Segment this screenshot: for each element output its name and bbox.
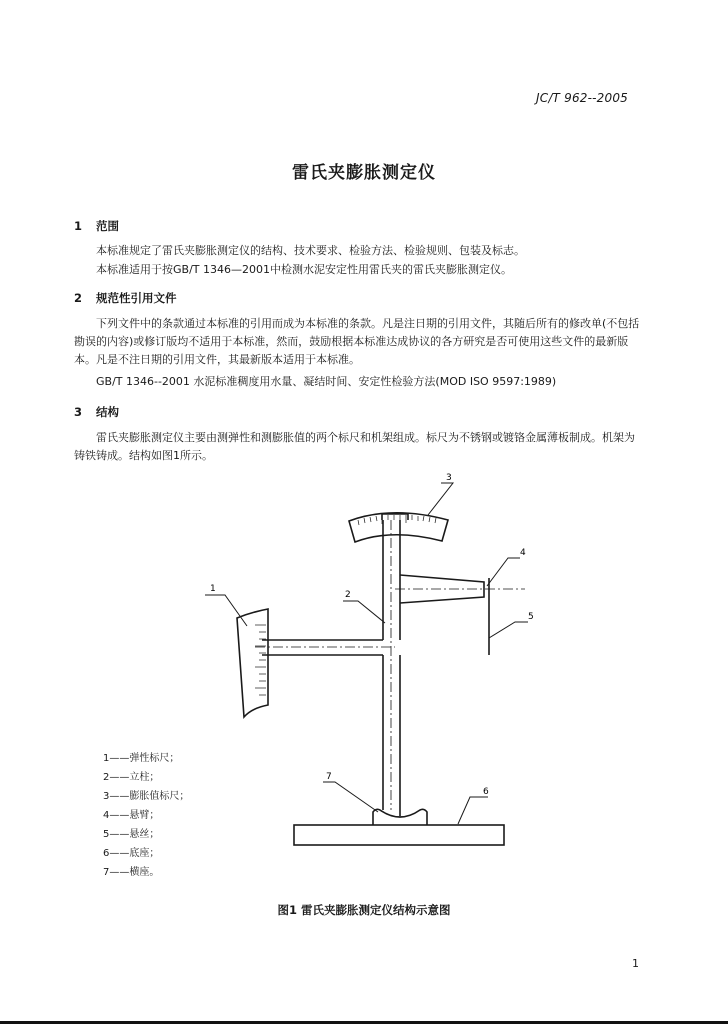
callout-2: 2 <box>345 590 351 600</box>
expansion-scale-ticks <box>358 515 436 525</box>
page-title: 雷氏夹膨胀测定仪 <box>292 163 436 183</box>
callout-5: 5 <box>528 612 534 622</box>
base-plate <box>294 825 504 845</box>
section-number: 1 <box>74 219 83 233</box>
paragraph: 雷氏夹膨胀测定仪主要由测弹性和测膨胀值的两个标尺和机架组成。标尺为不锈钢或镀铬金属薄板制成。机架为铸铁铸成。结构如图1所示。 <box>74 431 635 462</box>
callout-4: 4 <box>520 548 526 558</box>
leader-lines <box>205 483 528 824</box>
legend-item: 5——悬丝； <box>103 829 160 840</box>
elastic-scale-arm <box>262 640 383 655</box>
paragraph: 下列文件中的条款通过本标准的引用而成为本标准的条款。凡是注日期的引用文件，其随后所有的修改单(不包括勘误的内容)或修订版均不适用于本标准，然而，鼓励根据本标准达成协议的各方研究是否可使用这些文件的最新版本。凡是不注日期的引用文件，其最新版本适用于本标准。 <box>74 317 640 366</box>
expansion-scale <box>349 513 448 542</box>
section-number: 3 <box>74 405 83 419</box>
legend-item: 3——膨胀值标尺； <box>103 791 190 802</box>
legend-item: 4——悬臂； <box>103 810 160 821</box>
paragraph: 本标准规定了雷氏夹膨胀测定仪的结构、技术要求、检验方法、检验规则、包装及标志。 <box>96 244 525 257</box>
section-title: 范围 <box>96 219 119 233</box>
callout-6: 6 <box>483 787 489 797</box>
figure-legend <box>103 749 189 882</box>
page-number: 1 <box>632 957 639 970</box>
callout-1: 1 <box>210 584 216 594</box>
reference-item: GB/T 1346--2001 水泥标准稠度用水量、凝结时间、安定性检验方法(MOD ISO 9597:1989) <box>96 375 557 388</box>
figure-caption: 图1 雷氏夹膨胀测定仪结构示意图 <box>277 903 451 917</box>
callout-7: 7 <box>326 772 332 782</box>
legend-item: 7——横座。 <box>103 867 160 878</box>
elastic-scale-ticks <box>255 625 266 695</box>
section-title: 规范性引用文件 <box>96 291 177 305</box>
standard-number: JC/T 962--2005 <box>536 91 629 105</box>
section-number: 2 <box>74 291 83 305</box>
callout-3: 3 <box>446 473 452 483</box>
legend-item: 1——弹性标尺； <box>103 753 180 764</box>
paragraph: 本标准适用于按GB/T 1346—2001中检测水泥安定性用雷氏夹的雷氏夹膨胀测定仪。 <box>96 263 512 276</box>
section-title: 结构 <box>96 405 119 419</box>
legend-item: 6——底座； <box>103 848 160 859</box>
column <box>383 520 400 816</box>
legend-item: 2——立柱； <box>103 772 160 783</box>
